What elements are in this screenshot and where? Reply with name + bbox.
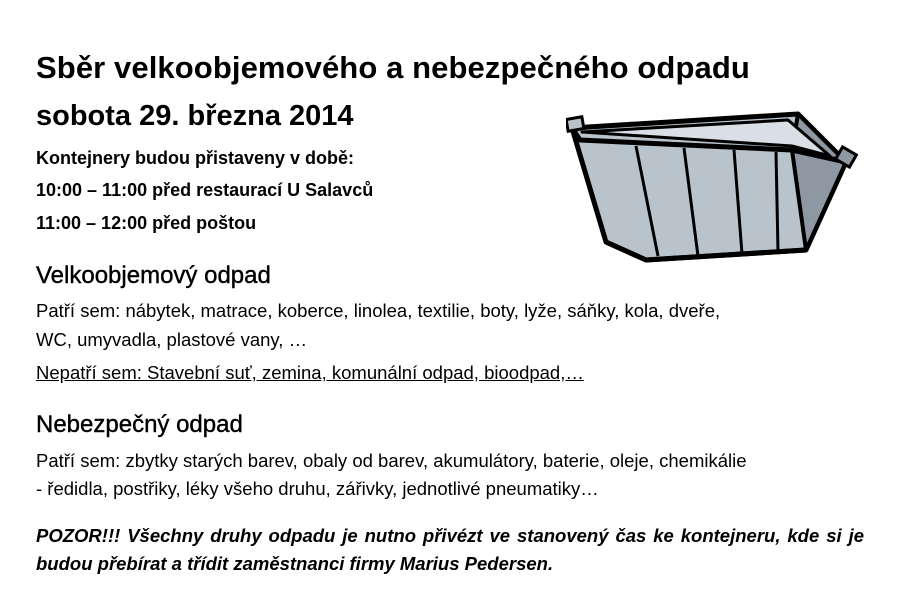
bulky-allowed-line-2: WC, umyvadla, plastové vany, … bbox=[36, 329, 308, 350]
schedule-slot-2: 11:00 – 12:00 před poštou bbox=[36, 213, 257, 233]
bulky-heading: Velkoobjemový odpad bbox=[36, 262, 271, 289]
warning-note: POZOR!!! Všechny druhy odpadu je nutno přivézt ve stanovený čas ke kontejneru, kde si je budou přebírat a třídit zaměstnanci firmy Marius Pedersen. bbox=[36, 525, 864, 574]
bulky-not-allowed: Nepatří sem: Stavební suť, zemina, komunální odpad, bioodpad,… bbox=[36, 362, 584, 383]
hazardous-heading: Nebezpečný odpad bbox=[36, 411, 243, 438]
schedule-intro: Kontejnery budou přistaveny v době: bbox=[36, 148, 355, 168]
container-icon bbox=[566, 100, 858, 270]
hazardous-allowed-line-1: Patří sem: zbytky starých barev, obaly od barev, akumulátory, baterie, oleje, chemikálie bbox=[36, 450, 747, 471]
page-title: Sběr velkoobjemového a nebezpečného odpadu bbox=[36, 50, 750, 85]
event-date: sobota 29. března 2014 bbox=[36, 100, 354, 132]
hazardous-allowed-line-2: - ředidla, postřiky, léky všeho druhu, zářivky, jednotlivé pneumatiky… bbox=[36, 478, 599, 499]
schedule-slot-1: 10:00 – 11:00 před restaurací U Salavců bbox=[36, 180, 374, 200]
bulky-allowed-line-1: Patří sem: nábytek, matrace, koberce, linolea, textilie, boty, lyže, sáňky, kola, dveře, bbox=[36, 300, 721, 321]
